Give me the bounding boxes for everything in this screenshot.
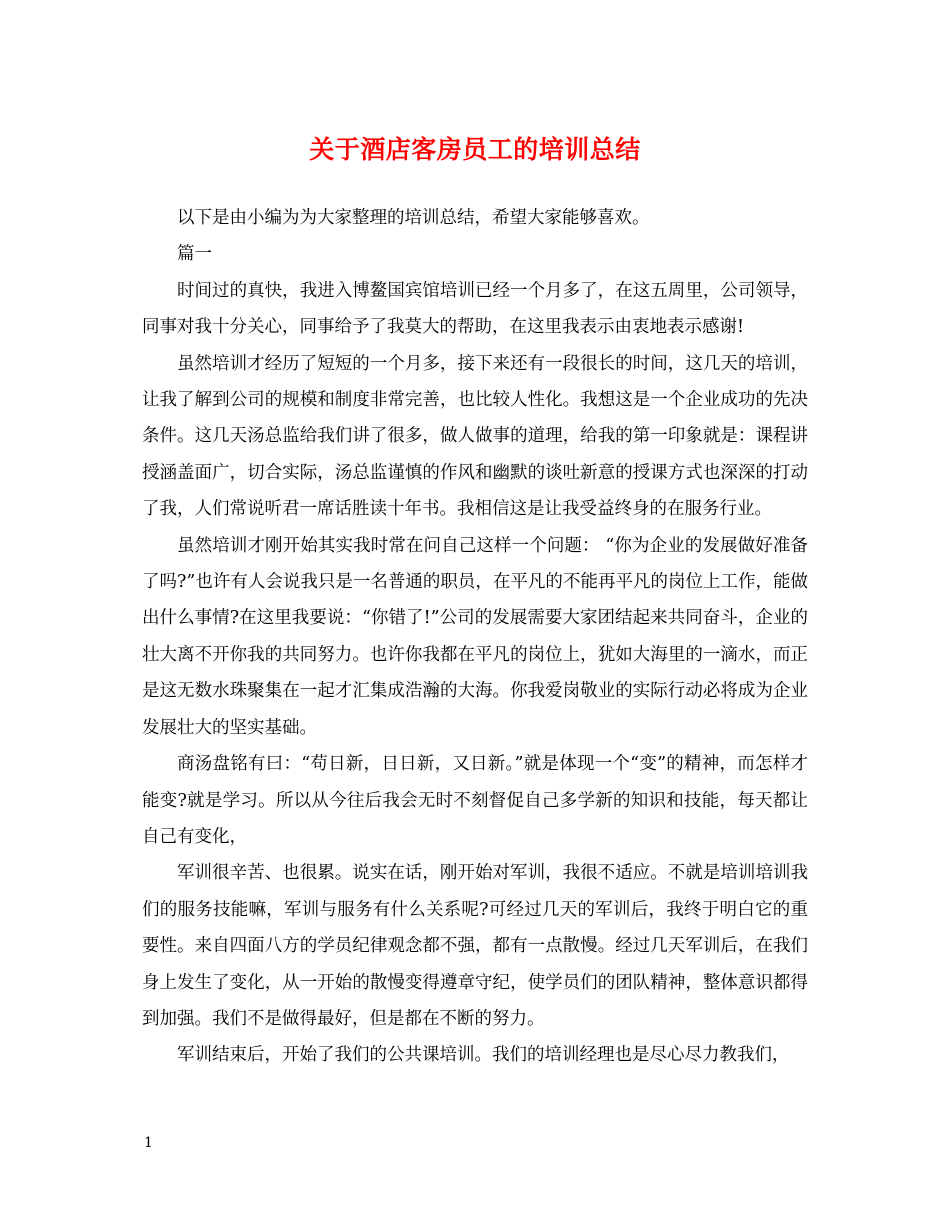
body-paragraph: 军训结束后，开始了我们的公共课培训。我们的培训经理也是尽心尽力教我们， <box>177 1045 790 1066</box>
page-number: 1 <box>144 1135 153 1151</box>
section-heading: 篇一 <box>177 244 212 265</box>
body-paragraph: 商汤盘铭有曰：“苟日新，日日新，又日新。”就是体现一个“变”的精神，而怎样才能变?就是学习。所以从今往后我会无时不刻督促自己多学新的知识和技能，每天都让自己有变化， <box>142 754 808 847</box>
body-paragraph: 时间过的真快，我进入博鳌国宾馆培训已经一个月多了，在这五周里，公司领导，同事对我十分关心，同事给予了我莫大的帮助，在这里我表示由衷地表示感谢! <box>142 280 808 338</box>
document-title: 关于酒店客房员工的培训总结 <box>309 135 641 164</box>
intro-paragraph: 以下是由小编为为大家整理的培训总结，希望大家能够喜欢。 <box>177 208 650 228</box>
body-paragraph: 虽然培训才经历了短短的一个月多，接下来还有一段很长的时间，这几天的培训，让我了解到公司的规模和制度非常完善，也比较人性化。我想这是一个企业成功的先决条件。这几天汤总监给我们讲了很多，做人做事的道理，给我的第一印象就是：课程讲授涵盖面广，切合实际，汤总监谨慎的作风和幽默的谈吐新意的授课方式也深深的打动了我，人们常说听君一席话胜读十年书。我相信这是让我受益终身的在服务行业。 <box>142 353 808 520</box>
document-body <box>142 200 808 1074</box>
body-paragraph: 军训很辛苦、也很累。说实在话，刚开始对军训，我很不适应。不就是培训培训我们的服务技能嘛，军训与服务有什么关系呢?可经过几天的军训后，我终于明白它的重要性。来自四面八方的学员纪律观念都不强，都有一点散慢。经过几天军训后，在我们身上发生了变化，从一开始的散慢变得遵章守纪，使学员们的团队精神，整体意识都得到加强。我们不是做得最好，但是都在不断的努力。 <box>142 863 808 1029</box>
body-paragraph: 虽然培训才刚开始其实我时常在问自己这样一个问题： “你为企业的发展做好准备了吗?”也许有人会说我只是一名普通的职员，在平凡的不能再平凡的岗位上工作，能做出什么事情?在这里我要说：“你错了!”公司的发展需要大家团结起来共同奋斗，企业的壮大离不开你我的共同努力。也许你我都在平凡的岗位上，犹如大海里的一滴水，而正是这无数水珠聚集在一起才汇集成浩瀚的大海。你我爱岗敬业的实际行动必将成为企业发展壮大的坚实基础。 <box>142 535 808 738</box>
